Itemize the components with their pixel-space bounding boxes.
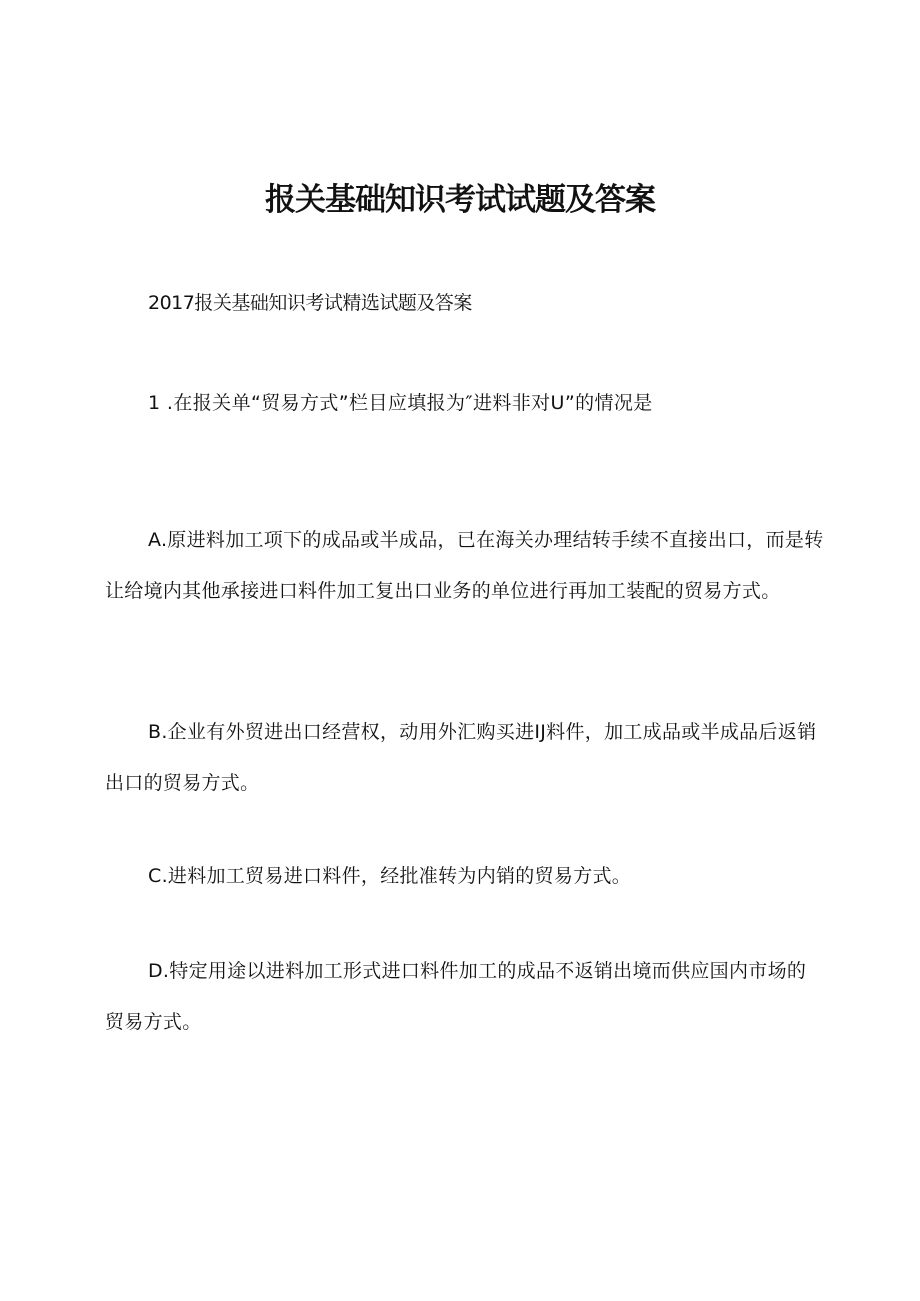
document-subtitle: 2017报关基础知识考试精选试题及答案 [148,292,472,314]
answer-option-d: D.特定用途以进料加工形式进口料件加工的成品不返销出境而供应国内市场的贸易方式。 [105,960,807,1033]
question-text: 1 .在报关单“贸易方式”栏目应填报为″进料非对U”的情况是 [148,392,653,414]
answer-option-a: A.原进料加工项下的成品或半成品，已在海关办理结转手续不直接出口，而是转让给境内其他承接进口料件加工复出口业务的单位进行再加工装配的贸易方式。 [105,529,824,602]
answer-option-b: B.企业有外贸进出口经营权，动用外汇购买进IJ料件，加工成品或半成品后返销出口的贸易方式。 [105,721,817,794]
answer-option-c: C.进料加工贸易进口料件，经批准转为内销的贸易方式。 [148,865,632,887]
document-title: 报关基础知识考试试题及答案 [265,182,655,218]
